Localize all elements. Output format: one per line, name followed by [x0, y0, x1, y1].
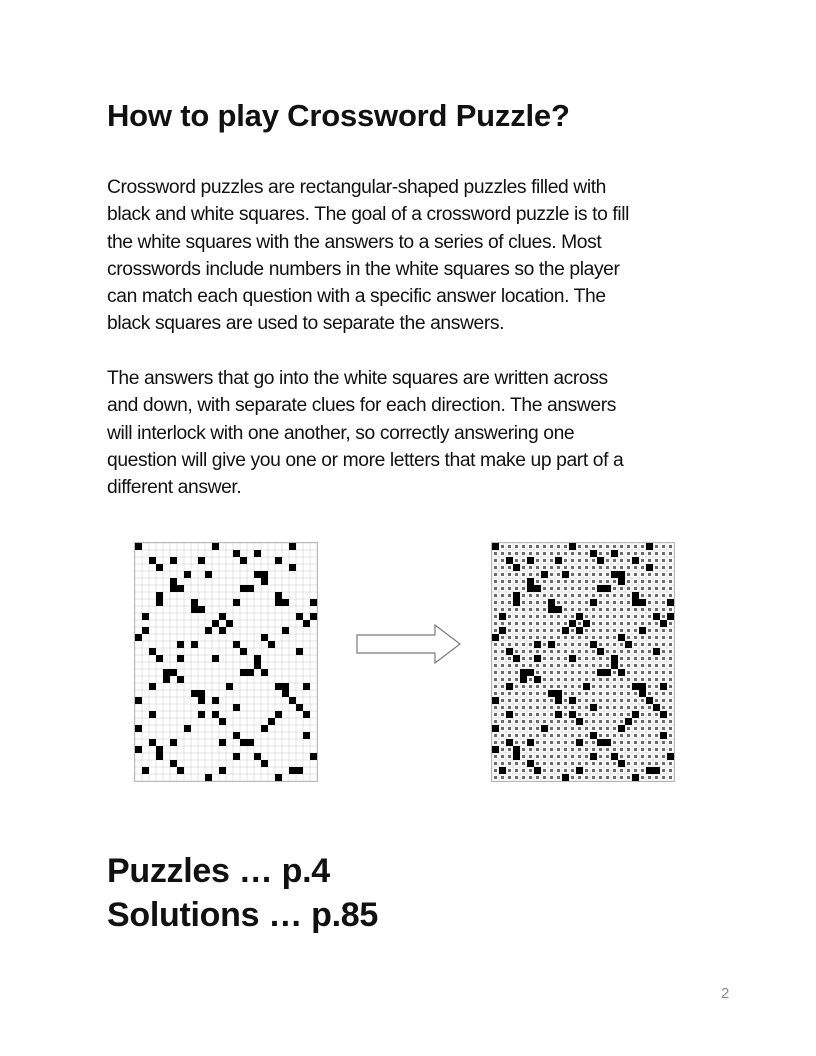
- paragraph-line: black and white squares. The goal of a crossword puzzle is to fill: [107, 204, 629, 226]
- paragraph-line: crosswords include numbers in the white squares so the player: [107, 258, 620, 280]
- paragraph-line: will interlock with one another, so correctly answering one: [107, 422, 575, 444]
- page-title: How to play Crossword Puzzle?: [107, 98, 570, 133]
- paragraph-line: and down, with separate clues for each direction. The answers: [107, 395, 616, 417]
- intro-paragraph-2: [107, 365, 727, 501]
- solved-grid-image: [492, 543, 674, 781]
- page-number: 2: [721, 985, 730, 1002]
- empty-crossword-grid: [134, 542, 318, 782]
- paragraph-line: black squares are used to separate the answers.: [107, 313, 505, 335]
- paragraph-line: question will give you one or more letters that make up part of a: [107, 449, 624, 471]
- empty-grid-image: [135, 543, 317, 781]
- toc-puzzles: Puzzles … p.4: [107, 852, 330, 890]
- paragraph-line: the white squares with the answers to a series of clues. Most: [107, 231, 602, 253]
- paragraph-line: can match each question with a specific answer location. The: [107, 286, 606, 308]
- right-arrow-icon: [355, 624, 463, 664]
- paragraph-line: The answers that go into the white squares are written across: [107, 368, 608, 389]
- solved-crossword-grid: [491, 542, 675, 782]
- toc-solutions: Solutions … p.85: [107, 896, 379, 934]
- paragraph-line: different answer.: [107, 477, 242, 499]
- intro-paragraph-1: [107, 174, 727, 338]
- paragraph-line: Crossword puzzles are rectangular-shaped puzzles filled with: [107, 177, 606, 198]
